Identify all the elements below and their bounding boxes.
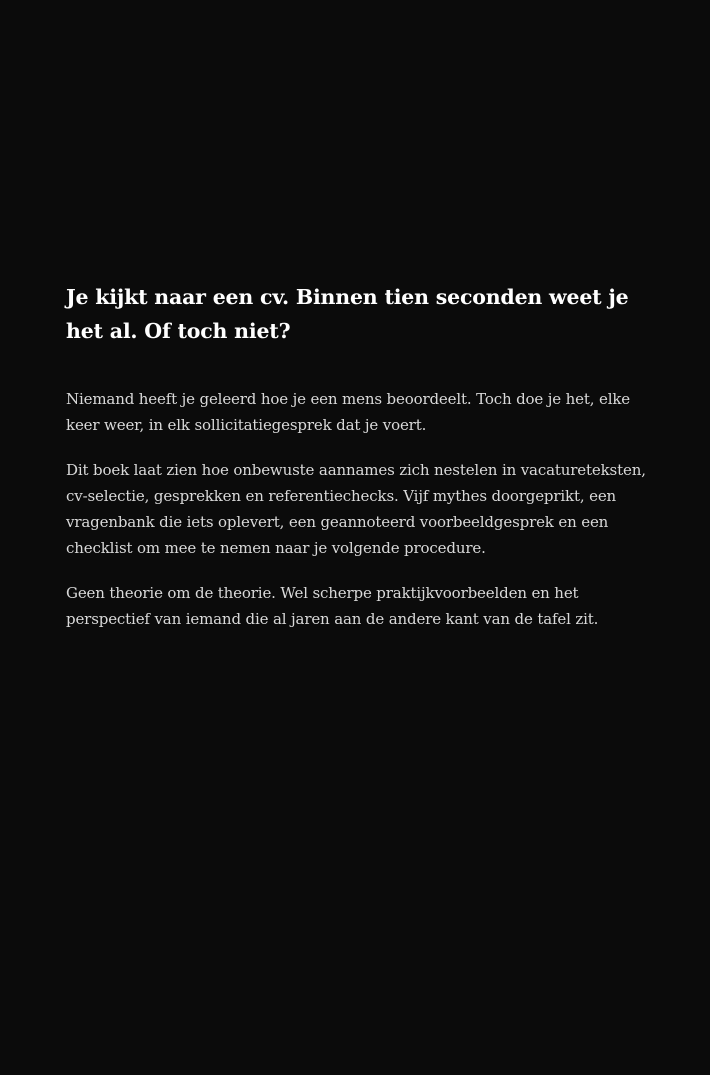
blurb-paragraph-2: Dit boek laat zien hoe onbewuste aannames zich nestelen in vacatureteksten, cv-selectie, gesprekken en referentiechecks. Vijf mythes doorgeprikt, een vragenbank die iets oplevert, een geannoteerd voorbeeldgesprek en een checklist om mee te nemen naar je volgende procedure. <box>66 461 646 557</box>
blurb <box>66 280 656 651</box>
headline: Je kijkt naar een cv. Binnen tien seconden weet je het al. Of toch niet? <box>66 285 629 343</box>
blurb-paragraph-3: Geen theorie om de theorie. Wel scherpe praktijkvoorbeelden en het perspectief van iemand die al jaren aan de andere kant van de tafel zit. <box>66 584 599 628</box>
blurb-paragraph-1: Niemand heeft je geleerd hoe je een mens beoordeelt. Toch doe je het, elke keer weer, in elk sollicitatiegesprek dat je voert. <box>66 390 631 434</box>
